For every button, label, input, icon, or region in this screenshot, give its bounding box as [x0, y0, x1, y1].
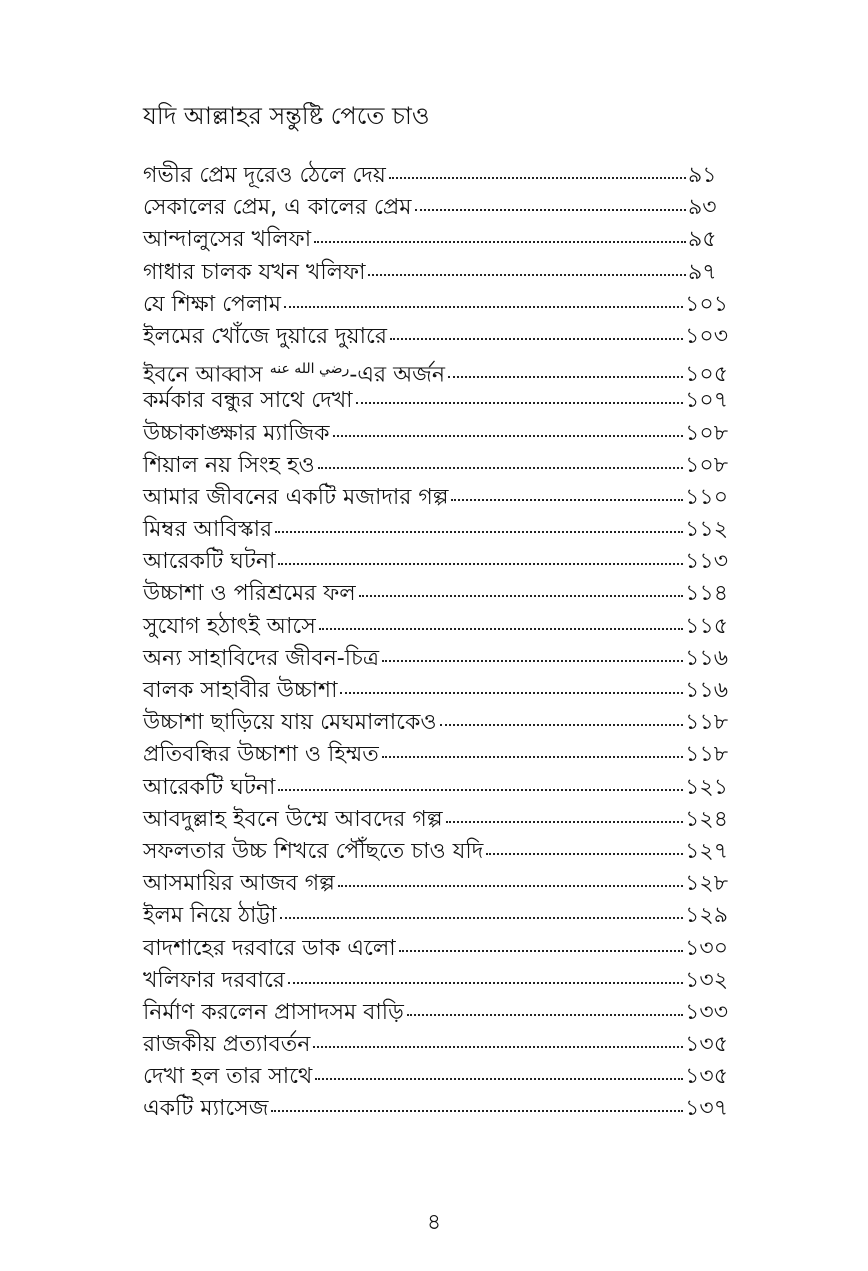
toc-entry-title	[143, 900, 277, 932]
toc-entry-title-text: নির্মাণ করলেন প্রাসাদসম বাড়ি	[143, 999, 404, 1025]
toc-entry-title	[143, 160, 386, 192]
toc-entry	[143, 224, 728, 256]
toc-entry-page: ১২১	[685, 774, 728, 800]
toc-entry-page: ১১৬	[685, 645, 728, 671]
toc-entry-title	[143, 482, 448, 514]
dot-leader	[315, 1078, 683, 1080]
toc-list	[143, 160, 728, 1126]
toc-entry-title-text: উচ্চাশা ও পরিশ্রমের ফল	[143, 581, 356, 607]
toc-entry-page: ৯৭	[688, 259, 717, 285]
toc-entry	[143, 804, 728, 836]
toc-entry-title	[143, 418, 330, 450]
toc-entry-title	[143, 546, 275, 578]
toc-entry-title-text: আমার জীবনের একটি মজাদার গল্প	[143, 484, 449, 510]
toc-entry	[143, 836, 728, 868]
dot-leader	[390, 338, 683, 340]
toc-entry	[143, 160, 728, 192]
toc-entry-title	[143, 965, 285, 997]
dot-leader	[415, 209, 687, 211]
dot-leader	[278, 563, 683, 565]
toc-entry	[143, 772, 728, 804]
toc-entry-page: ১২৯	[685, 903, 728, 929]
toc-entry	[143, 321, 728, 353]
toc-entry	[143, 192, 728, 224]
toc-entry	[143, 675, 728, 707]
toc-entry	[143, 868, 728, 900]
dot-leader	[278, 789, 683, 791]
dot-leader	[340, 692, 683, 694]
dot-leader	[275, 531, 683, 533]
toc-entry-title-text: সফলতার উচ্চ শিখরে পৌঁছতে চাও যদি	[143, 838, 484, 864]
toc-entry-title-text: অন্য সাহাবিদের জীবন-চিত্র	[143, 645, 380, 671]
toc-entry-title	[143, 385, 353, 417]
toc-entry	[143, 933, 728, 965]
toc-entry-page: ৯১	[688, 163, 717, 188]
toc-entry-title	[143, 289, 281, 321]
toc-entry-title	[143, 772, 275, 804]
toc-entry-title	[143, 192, 412, 224]
toc-entry	[143, 965, 728, 997]
toc-entry-page: ১৩৩	[685, 999, 728, 1025]
toc-entry-title	[143, 224, 311, 256]
toc-entry-title-text: আন্দালুসের খলিফা	[143, 227, 312, 253]
toc-entry-title	[143, 1061, 312, 1093]
toc-entry-page: ১১০	[685, 484, 728, 510]
dot-leader	[382, 660, 683, 662]
dot-leader	[284, 306, 683, 308]
toc-entry-page: ১০৫	[685, 362, 728, 388]
toc-entry-page: ১০৮	[685, 452, 728, 478]
toc-entry	[143, 353, 728, 388]
dot-leader	[440, 724, 684, 726]
dot-leader	[314, 241, 686, 243]
toc-entry-page: ১১২	[685, 517, 728, 543]
dot-leader	[382, 756, 683, 758]
toc-entry-title-text: শিয়াল নয় সিংহ হও	[143, 452, 315, 478]
toc-entry	[143, 900, 728, 932]
dot-leader	[389, 177, 686, 179]
toc-entry-title	[143, 675, 337, 707]
toc-entry-title-text: রাজকীয় প্রত্যাবর্তন	[143, 1032, 311, 1058]
toc-entry-page: ১২৪	[685, 806, 728, 832]
toc-entry-title-text: বালক সাহাবীর উচ্চাশা	[143, 678, 338, 703]
toc-entry-title-text: গভীর প্রেম দূরেও ঠেলে দেয়	[143, 163, 386, 188]
dot-leader	[313, 1046, 683, 1048]
toc-entry-page: ১৩২	[685, 967, 728, 993]
toc-entry	[143, 739, 728, 771]
toc-entry-page: ১১৮	[685, 710, 728, 736]
toc-entry	[143, 707, 728, 739]
toc-entry-page: ১৩৫	[685, 1032, 728, 1058]
toc-entry-title	[143, 578, 356, 610]
toc-entry-page: ১৩৫	[685, 1064, 728, 1090]
toc-entry-title-text: ইবনে আব্বাস	[143, 362, 263, 388]
toc-entry	[143, 997, 728, 1029]
toc-entry	[143, 643, 728, 675]
honorific-mark: رضي الله عنه	[269, 361, 350, 378]
dot-leader	[399, 950, 684, 952]
toc-entry-title-text: একটি ম্যাসেজ	[143, 1096, 269, 1122]
toc-entry-title-text: মিম্বর আবিস্কার	[143, 517, 273, 543]
toc-entry-page: ৯৫	[688, 227, 717, 253]
toc-entry	[143, 578, 728, 610]
toc-entry-title-text: ইলম নিয়ে ঠাট্টা	[143, 903, 277, 929]
section-title: যদি আল্লাহর সন্তুষ্টি পেতে চাও	[143, 102, 430, 130]
dot-leader	[446, 821, 684, 823]
toc-entry-title-text: বাদশাহের দরবারে ডাক এলো	[143, 935, 396, 961]
dot-leader	[368, 274, 686, 276]
toc-entry-title-text: আরেকটি ঘটনা	[143, 549, 276, 575]
dot-leader	[359, 595, 683, 597]
toc-entry	[143, 289, 728, 321]
toc-entry-page: ১১৮	[685, 742, 728, 768]
toc-entry-title-text: ইলমের খোঁজে দুয়ারে দুয়ারে	[143, 323, 387, 349]
toc-entry-title	[143, 868, 335, 900]
toc-entry	[143, 257, 728, 289]
toc-entry	[143, 611, 728, 643]
toc-entry-title	[143, 836, 483, 868]
toc-entry-page: ১১৪	[685, 581, 728, 607]
dot-leader	[451, 499, 683, 501]
page-number: ৪	[426, 1210, 442, 1235]
toc-entry-title-text: আসমায়ির আজব গল্প	[143, 871, 335, 897]
toc-entry-title-text: উচ্চাশা ছাড়িয়ে যায় মেঘমালাকেও	[143, 710, 437, 736]
toc-entry-page: ১১৫	[685, 613, 728, 639]
toc-entry-title	[143, 707, 437, 739]
toc-entry-page: ১৩০	[685, 935, 728, 961]
toc-entry-title-text: আরেকটি ঘটনা	[143, 774, 276, 800]
toc-entry-title	[143, 933, 396, 965]
toc-entry-page: ১০৮	[685, 420, 728, 446]
toc-entry	[143, 1093, 728, 1125]
toc-entry-page: ৯৩	[688, 195, 717, 221]
dot-leader	[271, 1110, 683, 1112]
toc-entry-title	[143, 804, 443, 836]
toc-entry-title	[143, 643, 379, 675]
toc-entry-page: ১২৭	[685, 838, 728, 864]
toc-entry	[143, 514, 728, 546]
toc-entry-page: ১১৬	[685, 678, 728, 703]
toc-entry-title-text: গাধার চালক যখন খলিফা	[143, 259, 366, 285]
toc-entry	[143, 1029, 728, 1061]
toc-entry-title-text: খলিফার দরবারে	[143, 967, 285, 993]
toc-entry	[143, 546, 728, 578]
toc-entry	[143, 450, 728, 482]
dot-leader	[486, 853, 683, 855]
toc-entry-title-text: কর্মকার বন্ধুর সাথে দেখা	[143, 388, 353, 414]
toc-entry-title-suffix: -এর অর্জন	[349, 362, 445, 388]
dot-leader	[288, 982, 683, 984]
toc-entry-page: ১৩৭	[685, 1096, 728, 1122]
toc-entry	[143, 418, 728, 450]
toc-entry-title-text: সুযোগ হঠাৎই আসে	[143, 613, 316, 639]
toc-entry-title-text: উচ্চাকাঙ্ক্ষার ম্যাজিক	[143, 420, 330, 446]
toc-entry-title	[143, 450, 315, 482]
toc-entry-page: ১১৩	[685, 549, 728, 575]
toc-entry-page: ১০১	[685, 291, 728, 317]
toc-entry-title-text: আবদুল্লাহ ইবনে উম্মে আবদের গল্প	[143, 806, 443, 832]
dot-leader	[448, 376, 683, 378]
dot-leader	[333, 435, 684, 437]
toc-entry-page: ১২৮	[685, 871, 728, 897]
toc-entry	[143, 1061, 728, 1093]
toc-entry-title	[143, 739, 379, 771]
dot-leader	[338, 885, 683, 887]
dot-leader	[318, 467, 683, 469]
toc-entry-title	[143, 321, 387, 353]
toc-entry-title-text: প্রতিবন্ধির উচ্চাশা ও হিম্মত	[143, 742, 379, 768]
toc-entry-title	[143, 997, 404, 1029]
toc-entry-title	[143, 514, 272, 546]
toc-entry-page: ১০৩	[685, 323, 728, 349]
toc-entry-title	[143, 1093, 268, 1125]
toc-entry-title	[143, 257, 365, 289]
toc-entry-title-text: যে শিক্ষা পেলাম	[143, 291, 281, 317]
toc-entry-page: ১০৭	[685, 388, 728, 414]
toc-entry	[143, 482, 728, 514]
toc-entry-title	[143, 611, 316, 643]
toc-entry-title-text: সেকালের প্রেম, এ কালের প্রেম	[143, 195, 412, 221]
toc-entry-title	[143, 1029, 310, 1061]
dot-leader	[280, 917, 683, 919]
dot-leader	[407, 1014, 683, 1016]
dot-leader	[356, 402, 684, 404]
toc-entry-title-text: দেখা হল তার সাথে	[143, 1064, 313, 1090]
dot-leader	[319, 628, 683, 630]
